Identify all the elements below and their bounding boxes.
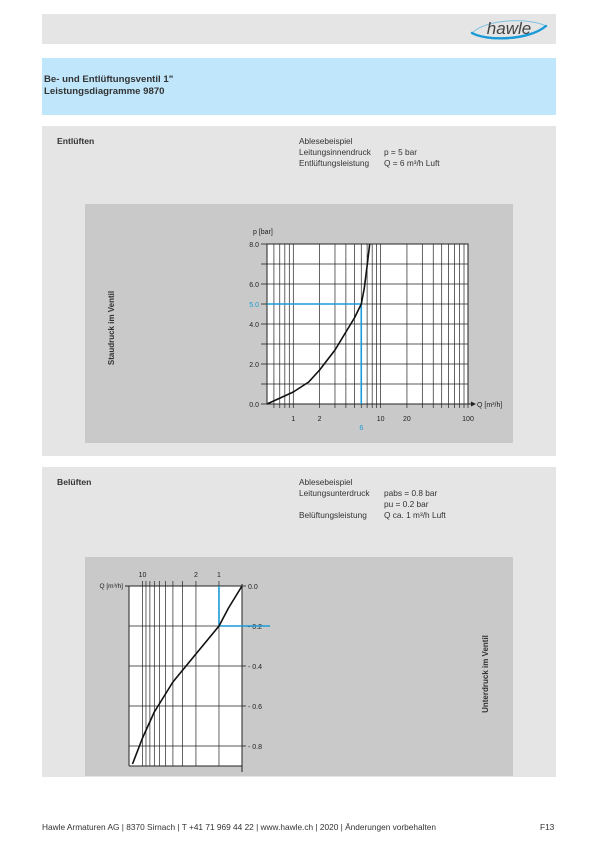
example-row [299, 510, 446, 521]
side-label: Staudruck im Ventil [107, 290, 116, 366]
svg-text:hawle: hawle [486, 19, 532, 38]
x-tick-label: 1 [291, 416, 296, 423]
y-tick-label: - 0.4 [248, 664, 263, 671]
x-tick-label: 2 [193, 572, 198, 579]
chart-entlueften-background [85, 204, 513, 443]
x-tick-label: 10 [376, 416, 385, 423]
chart-belueften [85, 557, 513, 776]
x-axis-label: Q [m³/h] [477, 402, 503, 409]
example-value: p = 5 bar [384, 147, 417, 157]
highlight-y-label: 5.0 [249, 302, 259, 309]
x-tick-label: 100 [462, 416, 474, 423]
title-band [42, 58, 556, 115]
section-title: Entlüften [57, 136, 95, 146]
example-value: pabs = 0.8 bar [384, 488, 438, 498]
y-axis-label: p [bar] [253, 229, 273, 236]
x-tick-label: 1 [217, 572, 221, 579]
x-tick-label: 20 [403, 416, 411, 423]
x-tick-label: 2 [317, 416, 322, 423]
example-value: Q = 6 m³/h Luft [384, 158, 440, 168]
example-value: Q ca. 1 m³/h Luft [384, 510, 446, 520]
y-tick-label: - 0.8 [248, 744, 263, 751]
chart-belueften-background [85, 557, 513, 776]
y-tick-label: - 0.6 [248, 704, 263, 711]
example-key: Leitungsunterdruck [299, 488, 370, 498]
panel-belueften [42, 467, 556, 777]
hawle-logo [466, 16, 552, 42]
header-bar [42, 14, 556, 44]
x-axis-arrow [471, 402, 476, 407]
example-row [299, 158, 440, 169]
y-tick-label: 6.0 [249, 282, 259, 289]
x-tick-label: 10 [138, 572, 147, 579]
example-row [299, 488, 438, 499]
reading-example [299, 477, 446, 521]
example-key: Belüftungsleistung [299, 510, 367, 520]
example-key: Leitungsinnendruck [299, 147, 371, 157]
example-row [299, 499, 429, 510]
example-value: pu = 0.2 bar [384, 499, 429, 509]
panel-entlueften [42, 126, 556, 456]
y-tick-label: - 0.2 [248, 624, 263, 631]
title-line-2: Leistungsdiagramme 9870 [44, 85, 165, 97]
section-title: Belüften [57, 477, 92, 487]
chart-entlueften [85, 204, 513, 443]
y-tick-label: 8.0 [249, 242, 259, 249]
page-number: F13 [540, 822, 555, 832]
highlight-x-label: 6 [359, 425, 364, 432]
document-title [44, 74, 173, 97]
title-line-1: Be- und Entlüftungsventil 1" [44, 74, 174, 85]
example-key: Entlüftungsleistung [299, 158, 370, 168]
y-tick-label: 0.0 [248, 584, 258, 591]
y-tick-label: 4.0 [249, 322, 259, 329]
example-row [299, 147, 417, 158]
footer-text: Hawle Armaturen AG | 8370 Sirnach | T +41 71 969 44 22 | www.hawle.ch | 2020 | Änderungen vorbehalten [42, 822, 436, 832]
y-tick-label: 0.0 [249, 402, 259, 409]
side-label: Unterdruck im Ventil [481, 635, 490, 713]
reading-example [299, 136, 440, 169]
x-axis-label: Q [m³/h] [99, 583, 123, 590]
example-heading: Ablesebeispiel [299, 136, 353, 146]
example-heading: Ablesebeispiel [299, 477, 353, 487]
y-tick-label: 2.0 [249, 362, 259, 369]
